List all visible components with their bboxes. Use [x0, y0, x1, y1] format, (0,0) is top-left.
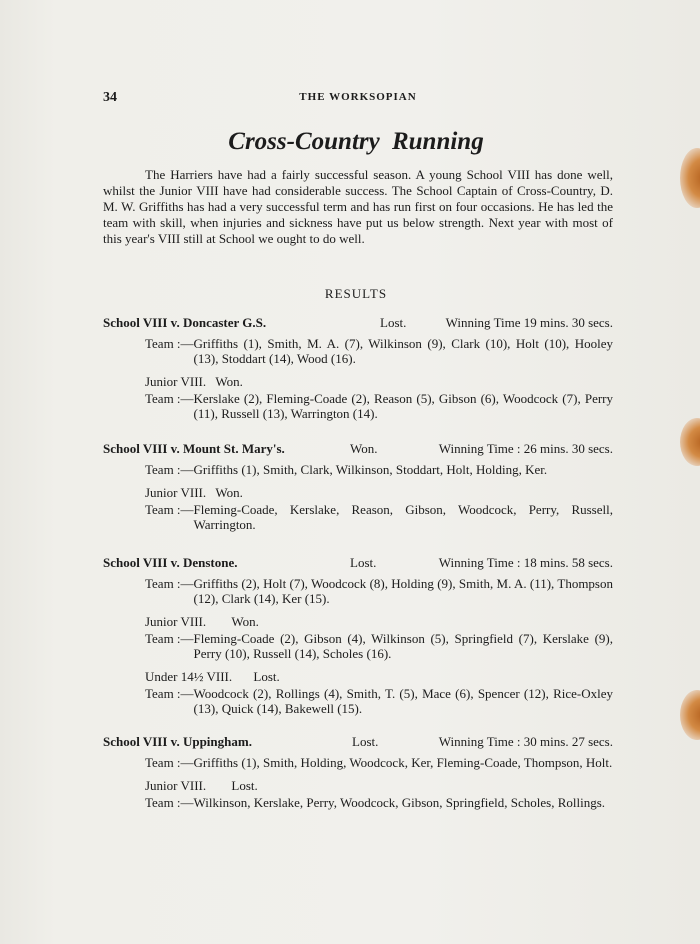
team-label: Team :— — [145, 576, 194, 591]
team-label: Team :— — [145, 336, 194, 351]
intro-paragraph: The Harriers have had a fairly successful season. A young School VIII has done well, whilst the Junior VIII have had considerable success. The School Captain of Cross-Country, D. M. W. Griffiths has had a very successful term and has run first on four occasions. He has led the team with skill, when injuries and sickness have put us below strength. Next year with most of this year's VIII still at School we ought to do well. — [103, 167, 613, 246]
team-label: Team :— — [145, 755, 194, 770]
running-head: THE WORKSOPIAN — [299, 91, 417, 103]
winning-time: Winning Time : 18 mins. 58 secs. — [438, 555, 613, 570]
team-label: Team :— — [145, 631, 194, 646]
junior-heading — [145, 614, 613, 629]
junior-team — [145, 502, 613, 532]
junior-result: Won. — [215, 485, 243, 500]
match-doncaster — [103, 315, 613, 421]
match-title: School VIII v. Uppingham. — [103, 734, 252, 749]
school-team — [145, 755, 613, 770]
team-names: Griffiths (1), Smith, M. A. (7), Wilkinson (9), Clark (10), Holt (10), Hooley (13), Stoddart (14), Wood (16). — [193, 336, 613, 366]
team-label: Team :— — [145, 795, 194, 810]
page-number: 34 — [103, 90, 117, 105]
match-heading — [103, 315, 613, 331]
match-heading — [103, 555, 613, 571]
results-heading: RESULTS — [324, 286, 388, 301]
team-names: Kerslake (2), Fleming-Coade (2), Reason (5), Gibson (6), Woodcock (7), Perry (11), Russell (13), Warrington (14). — [193, 391, 613, 421]
article-title: Cross-Country Running — [228, 128, 484, 155]
winning-time: Winning Time 19 mins. 30 secs. — [445, 315, 613, 330]
school-team — [145, 576, 613, 606]
junior-label: Junior VIII. — [145, 374, 207, 389]
team-label: Team :— — [145, 686, 194, 701]
junior-label: Junior VIII. — [145, 778, 207, 793]
junior-team — [145, 795, 613, 810]
match-result: Won. — [350, 441, 378, 456]
stain-2 — [680, 418, 700, 466]
match-mount-st-marys — [103, 441, 613, 532]
junior-result: Lost. — [231, 778, 258, 793]
winning-time: Winning Time : 30 mins. 27 secs. — [438, 734, 613, 749]
match-heading — [103, 441, 613, 457]
match-result: Lost. — [380, 315, 407, 330]
team-label: Team :— — [145, 462, 194, 477]
team-names: Fleming-Coade, Kerslake, Reason, Gibson, Woodcock, Perry, Russell, Warrington. — [193, 502, 613, 532]
match-heading — [103, 734, 613, 750]
match-result: Lost. — [350, 555, 377, 570]
team-names: Griffiths (1), Smith, Holding, Woodcock, Ker, Fleming-Coade, Thompson, Holt. — [193, 755, 613, 770]
match-title: School VIII v. Denstone. — [103, 555, 238, 570]
junior-heading — [145, 778, 613, 793]
school-team — [145, 336, 613, 366]
under-team — [145, 686, 613, 716]
junior-team — [145, 391, 613, 421]
match-denstone — [103, 555, 613, 716]
school-team — [145, 462, 613, 477]
winning-time: Winning Time : 26 mins. 30 secs. — [438, 441, 613, 456]
team-label: Team :— — [145, 502, 194, 517]
page-header — [103, 90, 613, 108]
junior-result: Won. — [215, 374, 243, 389]
match-title: School VIII v. Doncaster G.S. — [103, 315, 267, 330]
junior-result: Won. — [231, 614, 259, 629]
stain-1 — [680, 148, 700, 208]
under-heading — [145, 669, 613, 684]
team-label: Team :— — [145, 391, 194, 406]
junior-label: Junior VIII. — [145, 485, 207, 500]
junior-heading — [145, 374, 613, 389]
team-names: Griffiths (1), Smith, Clark, Wilkinson, Stoddart, Holt, Holding, Ker. — [193, 462, 548, 477]
junior-label: Junior VIII. — [145, 614, 207, 629]
under-result: Lost. — [253, 669, 280, 684]
match-title: School VIII v. Mount St. Mary's. — [103, 441, 285, 456]
junior-team — [145, 631, 613, 661]
junior-heading — [145, 485, 613, 500]
match-uppingham — [103, 734, 613, 810]
team-names: Griffiths (2), Holt (7), Woodcock (8), Holding (9), Smith, M. A. (11), Thompson (12), Clark (14), Ker (15). — [193, 576, 613, 606]
team-names: Wilkinson, Kerslake, Perry, Woodcock, Gibson, Springfield, Scholes, Rollings. — [193, 795, 606, 810]
team-names: Woodcock (2), Rollings (4), Smith, T. (5), Mace (6), Spencer (12), Rice-Oxley (13), Quick (14), Bakewell (15). — [193, 686, 613, 716]
match-result: Lost. — [352, 734, 379, 749]
stain-3 — [680, 690, 700, 740]
under-label: Under 14½ VIII. — [145, 669, 233, 684]
team-names: Fleming-Coade (2), Gibson (4), Wilkinson (5), Springfield (7), Kerslake (9), Perry (10), Russell (14), Scholes (16). — [193, 631, 613, 661]
